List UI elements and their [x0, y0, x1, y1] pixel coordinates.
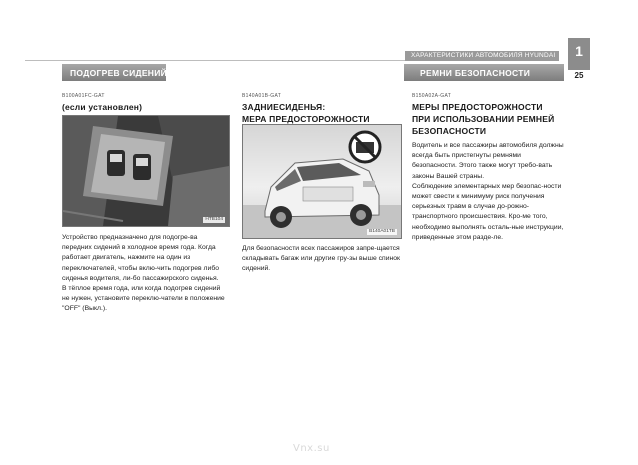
hatchback-car-photo: [242, 124, 402, 239]
section-code: B150A02A-GAT: [412, 93, 452, 99]
column-rear-seats-text: [242, 240, 402, 275]
body-text: [412, 141, 564, 243]
column-rear-seats: [242, 93, 402, 125]
photo-code: B140A01TB: [369, 229, 395, 234]
column-seat-belts: [412, 93, 564, 243]
section-code: B140A01B-GAT: [242, 93, 282, 99]
paragraph: Устройство предназначено для подогре-ва передних сидений в холодное время года. Когда работает двигатель, нажмите на один из переключателей, чтобы вклю-чить подогрев либо сиденья водителя, ли-бо пассажирского сиденья.: [62, 234, 219, 282]
car-luggage-warning-image: [243, 125, 401, 238]
section-heading-line-3: БЕЗОПАСНОСТИ: [412, 126, 487, 136]
paragraph: Для безопасности всех пассажиров запре-щается складывать багаж или другие гру-зы выше спинок сидений.: [242, 245, 401, 273]
section-heading-line-2: ПРИ ИСПОЛЬЗОВАНИИ РЕМНЕЙ: [412, 114, 555, 124]
seat-heater-switch-image: [63, 116, 229, 226]
photo-code: HTB104: [205, 217, 223, 222]
paragraph: Соблюдение элементарных мер безопас-ности может свести к минимуму риск получения серьезных травм в случае до-рожно-транспортного происшествия. Кро-ме того, необходимо выполнять осталь-ные инструкции, приведенные этом разде-ле.: [412, 182, 564, 241]
section-code: B100A01FC-GAT: [62, 93, 105, 99]
section-heading: (если установлен): [62, 102, 143, 112]
column-seat-heating-text: [62, 229, 228, 315]
watermark: Vnx.su: [293, 443, 330, 454]
paragraph: В тёплое время года, или когда подогрев сидений не нужен, установите переклю-чатели в положение "OFF" (Выкл.).: [62, 285, 225, 313]
seat-heater-switch-photo: [62, 115, 230, 227]
section-heading-line-1: МЕРЫ ПРЕДОСТОРОЖНОСТИ: [412, 102, 543, 112]
chapter-number: 1: [568, 38, 590, 70]
section-heading-line-1: ЗАДНИЕСИДЕНЬЯ:: [242, 102, 326, 112]
page-number: 25: [574, 71, 584, 80]
section-title-seat-heating: ПОДОГРЕВ СИДЕНИЙ: [70, 68, 168, 78]
body-text: [242, 244, 402, 275]
body-text: [62, 233, 228, 315]
section-title-seat-belts: РЕМНИ БЕЗОПАСНОСТИ: [420, 68, 531, 78]
chapter-title: ХАРАКТЕРИСТИКИ АВТОМОБИЛЯ HYUNDAI: [405, 51, 559, 61]
section-heading-line-2: МЕРА ПРЕДОСТОРОЖНОСТИ: [242, 114, 370, 124]
paragraph: Водитель и все пассажиры автомобиля должны всегда быть пристегнуты ремнями безопасности. Этого также могут требо-вать законы Вашей страны.: [412, 142, 564, 180]
column-seat-heating: [62, 93, 222, 113]
